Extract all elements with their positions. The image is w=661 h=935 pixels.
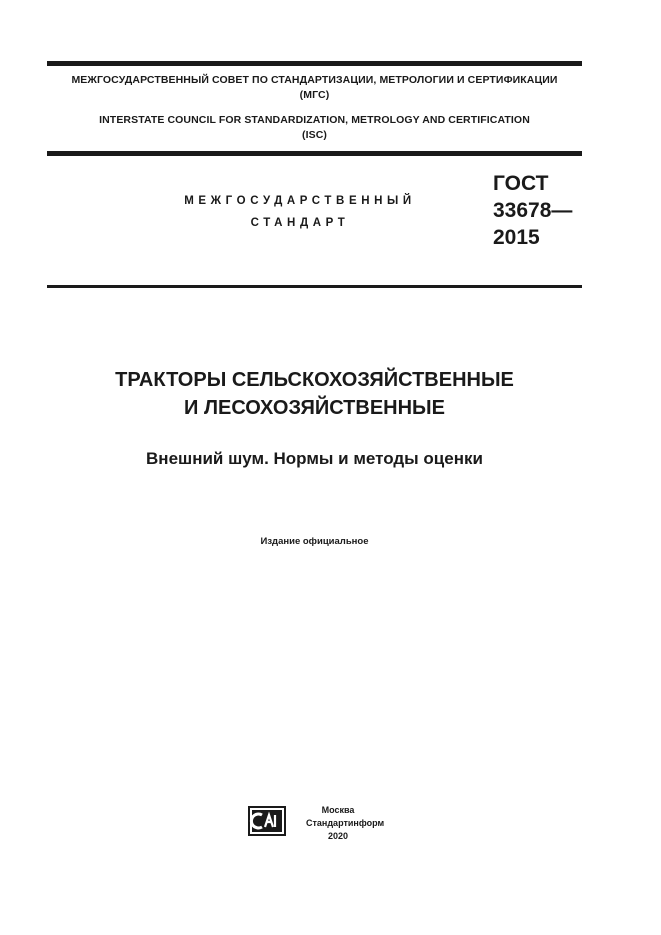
standard-kind-line2: СТАНДАРТ	[250, 217, 350, 229]
council-name-en	[47, 113, 582, 143]
imprint-publisher: Стандартинформ	[306, 818, 385, 828]
standard-kind-line1: МЕЖГОСУДАРСТВЕННЫЙ	[184, 195, 416, 207]
council-en-abbr: (ISC)	[302, 129, 327, 141]
document-title-line1: ТРАКТОРЫ СЕЛЬСКОХОЗЯЙСТВЕННЫЕ	[115, 369, 514, 391]
gost-designation	[493, 170, 572, 251]
document-title-line2: И ЛЕСОХОЗЯЙСТВЕННЫЕ	[184, 397, 445, 419]
bottom-rule	[47, 285, 582, 288]
standartinform-logo-icon	[248, 806, 286, 836]
document-title	[47, 366, 582, 422]
top-rule	[47, 61, 582, 66]
gost-number: 33678—	[493, 199, 573, 222]
imprint-city: Москва	[321, 805, 355, 815]
edition-note: Издание официальное	[260, 536, 369, 547]
imprint	[306, 804, 385, 843]
imprint-year: 2020	[327, 831, 349, 841]
council-ru-abbr: (МГС)	[299, 89, 330, 101]
council-name-ru	[47, 73, 582, 103]
gost-year: 2015	[493, 226, 540, 249]
middle-rule	[47, 151, 582, 156]
standard-kind	[160, 190, 440, 234]
council-ru-line: МЕЖГОСУДАРСТВЕННЫЙ СОВЕТ ПО СТАНДАРТИЗАЦИИ, МЕТРОЛОГИИ И СЕРТИФИКАЦИИ	[71, 74, 558, 86]
document-subtitle: Внешний шум. Нормы и методы оценки	[146, 449, 483, 468]
gost-prefix: ГОСТ	[493, 172, 549, 195]
council-en-line: INTERSTATE COUNCIL FOR STANDARDIZATION, METROLOGY AND CERTIFICATION	[99, 114, 530, 126]
